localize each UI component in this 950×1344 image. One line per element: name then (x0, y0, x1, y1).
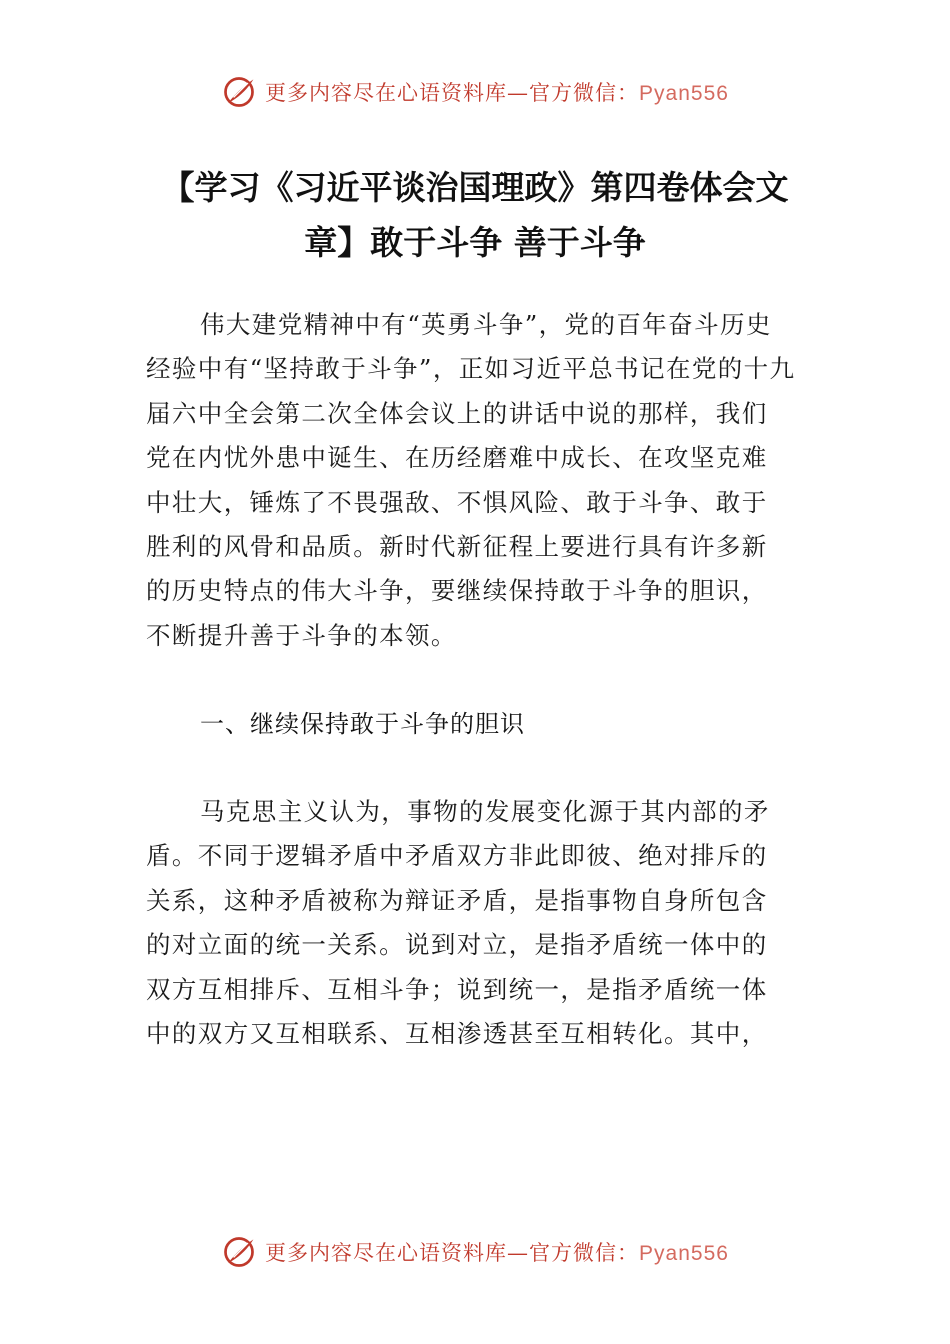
circle-feather-logo-icon (221, 74, 257, 110)
paragraph-line: 胜利的风骨和品质。新时代新征程上要进行具有许多新 (146, 532, 768, 562)
intro-paragraph (146, 303, 816, 658)
paragraph-line: 的历史特点的伟大斗争，要继续保持敢于斗争的胆识， (146, 576, 768, 606)
paragraph-line: 经验中有“坚持敢于斗争”，正如习近平总书记在党的十九 (146, 354, 796, 384)
footer-watermark (0, 1232, 950, 1272)
watermark-wechat-id: Pyan556 (639, 1242, 729, 1265)
watermark-text: 更多内容尽在心语资料库—官方微信：Pyan556 (265, 81, 729, 105)
watermark-wechat-id: Pyan556 (639, 82, 729, 105)
paragraph-line: 党在内忧外患中诞生、在历经磨难中成长、在攻坚克难 (146, 443, 768, 473)
paragraph-line: 双方互相排斥、互相斗争；说到统一，是指矛盾统一体 (146, 974, 768, 1004)
paragraph-line: 中的双方又互相联系、互相渗透甚至互相转化。其中， (146, 1019, 768, 1049)
title-line: 章】敢于斗争 善于斗争 (304, 223, 646, 262)
paragraph-line: 的对立面的统一关系。说到对立，是指矛盾统一体中的 (146, 930, 768, 960)
paragraph-line: 届六中全会第二次全体会议上的讲话中说的那样，我们 (146, 398, 768, 428)
paragraph-line: 伟大建党精神中有“英勇斗争”，党的百年奋斗历史 (200, 310, 772, 339)
document-title (120, 160, 830, 270)
title-line: 【学习《习近平谈治国理政》第四卷体会文 (161, 168, 789, 207)
paragraph-line: 盾。不同于逻辑矛盾中矛盾双方非此即彼、绝对排斥的 (146, 841, 768, 871)
paragraph-line: 不断提升善于斗争的本领。 (146, 620, 457, 650)
paragraph-line: 关系，这种矛盾被称为辩证矛盾，是指事物自身所包含 (146, 885, 768, 915)
header-watermark (0, 72, 950, 112)
paragraph-line: 中壮大，锤炼了不畏强敌、不惧风险、敢于斗争、敢于 (146, 487, 768, 517)
body-paragraph (146, 790, 816, 1056)
watermark-text: 更多内容尽在心语资料库—官方微信：Pyan556 (265, 1241, 729, 1265)
paragraph-line: 马克思主义认为，事物的发展变化源于其内部的矛 (200, 797, 770, 826)
circle-feather-logo-icon (221, 1234, 257, 1270)
section-heading: 一、继续保持敢于斗争的胆识 (200, 710, 525, 738)
